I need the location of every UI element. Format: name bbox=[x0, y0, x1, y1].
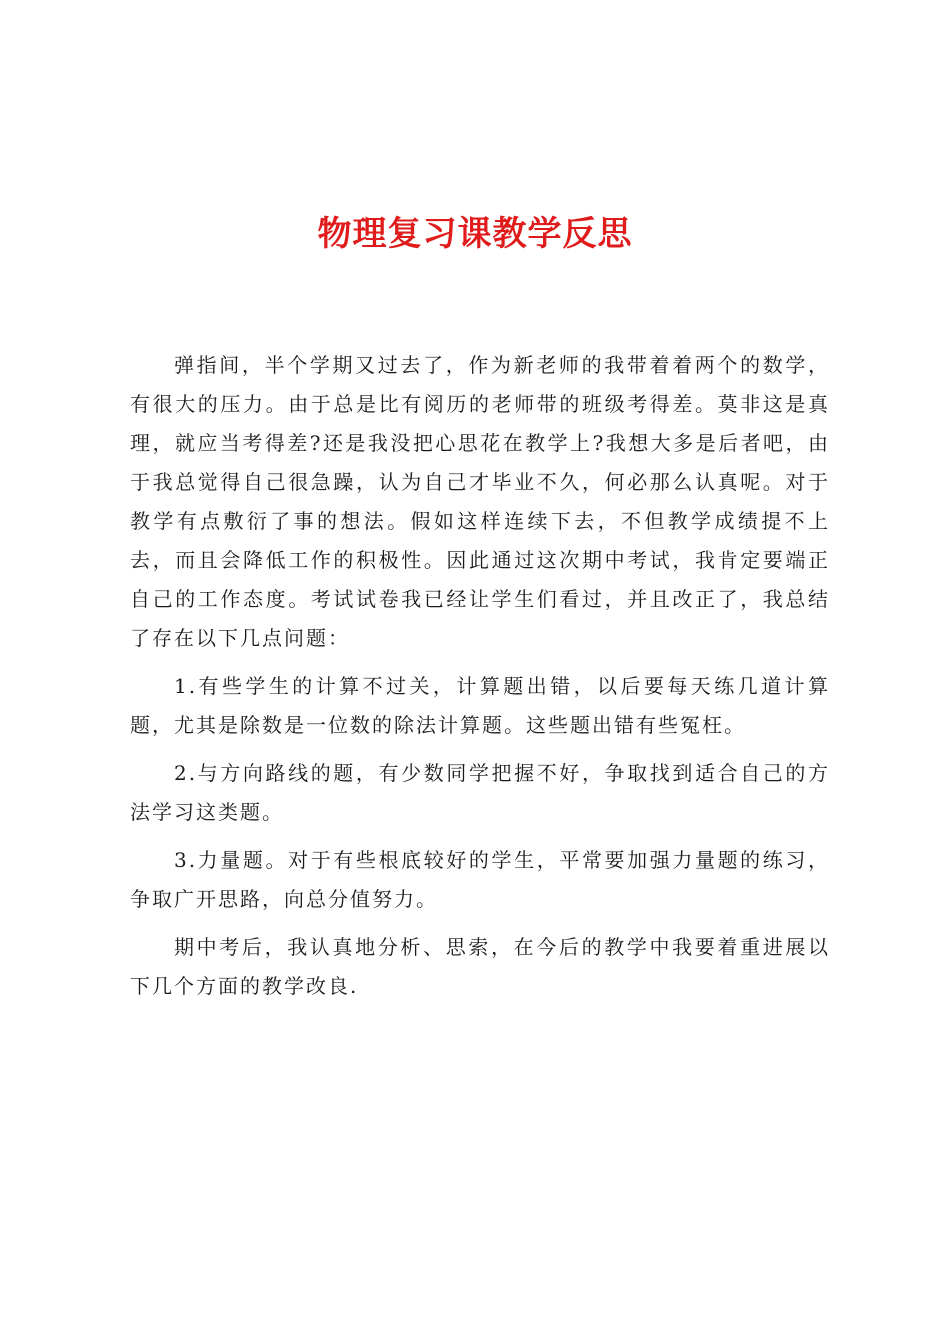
document-title: 物理复习课教学反思 bbox=[317, 214, 633, 254]
problem-item-2: 2.与方向路线的题，有少数同学把握不好，争取找到适合自己的方法学习这类题。 bbox=[130, 761, 830, 824]
intro-paragraph: 弹指间，半个学期又过去了，作为新老师的我带着着两个的数学，有很大的压力。由于总是比有阅历的老师带的班级考得差。莫非这是真理，就应当考得差?还是我没把心思花在教学上?我想大多是后者吧，由于我总觉得自己很急躁，认为自己才毕业不久，何必那么认真呢。对于教学有点敷衍了事的想法。假如这样连续下去，不但教学成绩提不上去，而且会降低工作的积极性。因此通过这次期中考试，我肯定要端正自己的工作态度。考试试卷我已经让学生们看过，并且改正了，我总结了存在以下几点问题： bbox=[130, 353, 830, 650]
problem-item-1: 1.有些学生的计算不过关，计算题出错，以后要每天练几道计算题，尤其是除数是一位数的除法计算题。这些题出错有些冤枉。 bbox=[130, 674, 830, 737]
document-body bbox=[130, 346, 830, 1006]
closing-paragraph: 期中考后，我认真地分析、思索，在今后的教学中我要着重进展以下几个方面的教学改良. bbox=[130, 935, 830, 998]
problem-item-3: 3.力量题。对于有些根底较好的学生，平常要加强力量题的练习，争取广开思路，向总分值努力。 bbox=[130, 848, 830, 911]
